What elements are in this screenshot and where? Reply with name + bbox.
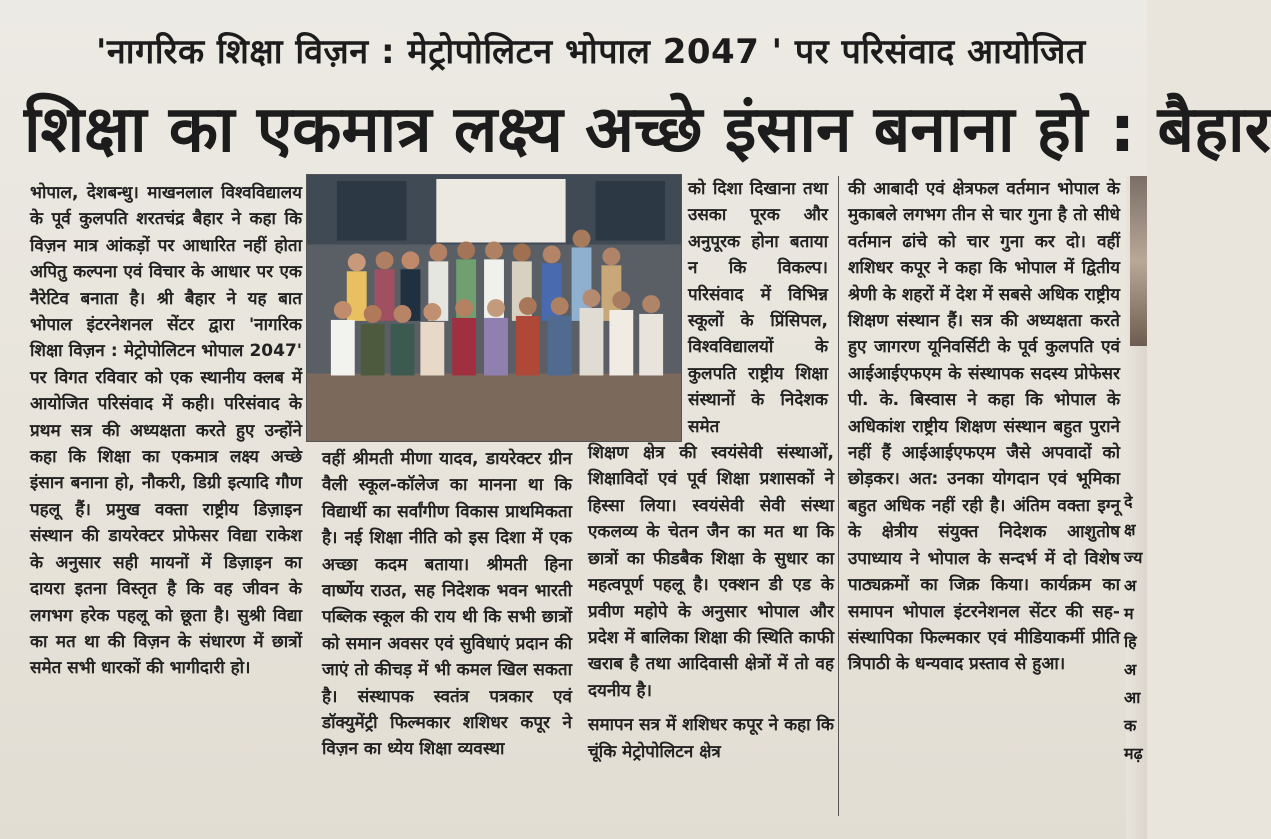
edge-line: म: [1124, 604, 1134, 623]
column-divider: [838, 176, 839, 816]
column-3-top-text: को दिशा दिखाना तथा उसका पूरक और अनुपूरक होना बताया न कि विकल्प। परिसंवाद में विभिन्न स्कूलों के प्रिंसिपल, विश्वविद्यालयों के कुलपति राष्ट्रीय शिक्षा संस्थानों के निदेशक समेत: [688, 179, 828, 437]
article-column-2: [322, 446, 572, 818]
edge-line: अ: [1124, 576, 1137, 595]
adjacent-article-text: [1124, 488, 1154, 768]
column-2-text: वहीं श्रीमती मीणा यादव, डायरेक्टर ग्रीन वैली स्कूल-कॉलेज का मानना था कि विद्यार्थी का सर्वांगीण विकास प्राथमिकता है। नई शिक्षा नीति को इस दिशा में एक अच्छा कदम बताया। श्रीमती हिना वार्ष्णेय राउत, सह निदेशक भवन भारती पब्लिक स्कूल की राय थी कि सभी छात्रों को समान अवसर एवं सुविधाएं प्रदान की जाएं तो कीचड़ में भी कमल खिल सकता है। संस्थापक स्वतंत्र पत्रकार एवं डॉक्युमेंट्री फिल्मकार शशिधर कपूर ने विज़न का ध्येय शिक्षा व्यवस्था: [322, 449, 572, 760]
article-kicker: 'नागरिक शिक्षा विज़न : मेट्रोपोलिटन भोपाल 2047 ' पर परिसंवाद आयोजित: [96, 32, 1086, 72]
edge-line: दे: [1124, 492, 1133, 511]
article-headline: शिक्षा का एकमात्र लक्ष्य अच्छे इंसान बनाना हो : बैहार: [24, 93, 1271, 167]
edge-line: ज्य: [1124, 548, 1143, 567]
edge-line: क: [1124, 716, 1137, 735]
column-3-bottom-text: शिक्षण क्षेत्र की स्वयंसेवी संस्थाओं, शिक्षाविदों एवं पूर्व शिक्षा प्रशासकों ने हिस्सा लिया। स्वयंसेवी सेवी संस्था एकलव्य के चेतन जैन का मत था कि छात्रों का फीडबैक शिक्षा के सुधार का महत्वपूर्ण पहलू है। एक्शन डी एड के प्रवीण महोपे के अनुसार भोपाल और प्रदेश में बालिका शिक्षा की स्थिति काफी खराब है तथा आदिवासी क्षेत्रों में तो वह दयनीय है।: [588, 443, 834, 701]
article-column-4: [848, 176, 1120, 816]
column-4-text: की आबादी एवं क्षेत्रफल वर्तमान भोपाल के मुकाबले लगभग तीन से चार गुना है तो सीधे वर्तमान ढांचे को चार गुना कर दो। वहीं शशिधर कपूर ने कहा कि भोपाल में द्वितीय श्रेणी के शहरों में देश में सबसे अधिक राष्ट्रीय शिक्षण संस्थान हैं। सत्र की अध्यक्षता करते हुए जागरण यूनिवर्सिटी के पूर्व कुलपति एवं आईआईएफएम के संस्थापक सदस्य प्रोफेसर पी. के. बिस्वास ने कहा कि भोपाल के अधिकांश राष्ट्रीय शिक्षण संस्थान बहुत पुराने नहीं हैं आईआईएफएम जैसे अपवादों को छोड़कर। अत: उनका योगदान एवं भूमिका बहुत अधिक नहीं रही है। अंतिम वक्ता इग्नू के क्षेत्रीय संयुक्त निदेशक आशुतोष उपाध्याय ने भोपाल के सन्दर्भ में दो विशेष पाठ्यक्रमों का जिक्र किया। कार्यक्रम का समापन भोपाल इंटरनेशनल सेंटर की सह- संस्थापिका फिल्मकार एवं मीडियाकर्मी प्रीति त्रिपाठी के धन्यवाद प्रस्ताव से हुआ।: [848, 179, 1120, 675]
article-column-1: [30, 180, 302, 820]
column-1-text: भोपाल, देशबन्धु। माखनलाल विश्वविद्यालय के पूर्व कुलपति शरतचंद्र बैहार ने कहा कि विज़न मात्र आंकड़ों पर आधारित नहीं होता अपितु कल्पना एवं विचार के आधार पर एक नैरेटिव बनाता है। श्री बैहार ने यह बात भोपाल इंटरनेशनल सेंटर द्वारा 'नागरिक शिक्षा विज़न : मेट्रोपोलिटन भोपाल 2047' पर विगत रविवार को एक स्थानीय क्लब में आयोजित परिसंवाद में कही। परिसंवाद के प्रथम सत्र की अध्यक्षता करते हुए उन्होंने कहा कि शिक्षा का एकमात्र लक्ष्य अच्छे इंसान बनाना हो, नौकरी, डिग्री इत्यादि गौण पहलू हैं। प्रमुख वक्ता राष्ट्रीय डिज़ाइन संस्थान की डायरेक्टर प्रोफेसर विद्या राकेश के अनुसार सही मायनों में डिज़ाइन का दायरा इतना विस्तृत है कि वह जीवन के लगभग हरेक पहलू को छूता है। सुश्री विद्या का मत था की विज़न के संधारण में छात्रों समेत सभी धारकों की भागीदारी हो।: [30, 183, 302, 679]
adjacent-article-photo: [1130, 176, 1147, 346]
article-column-3: [588, 176, 834, 824]
edge-line: क्ष: [1124, 520, 1136, 539]
edge-line: आ: [1124, 688, 1141, 707]
edge-line: अ: [1124, 660, 1137, 679]
edge-line: हि: [1124, 632, 1137, 651]
column-3-end-text: समापन सत्र में शशिधर कपूर ने कहा कि चूंकि मेट्रोपोलिटन क्षेत्र: [588, 715, 834, 762]
edge-line: मढ़: [1124, 744, 1143, 763]
